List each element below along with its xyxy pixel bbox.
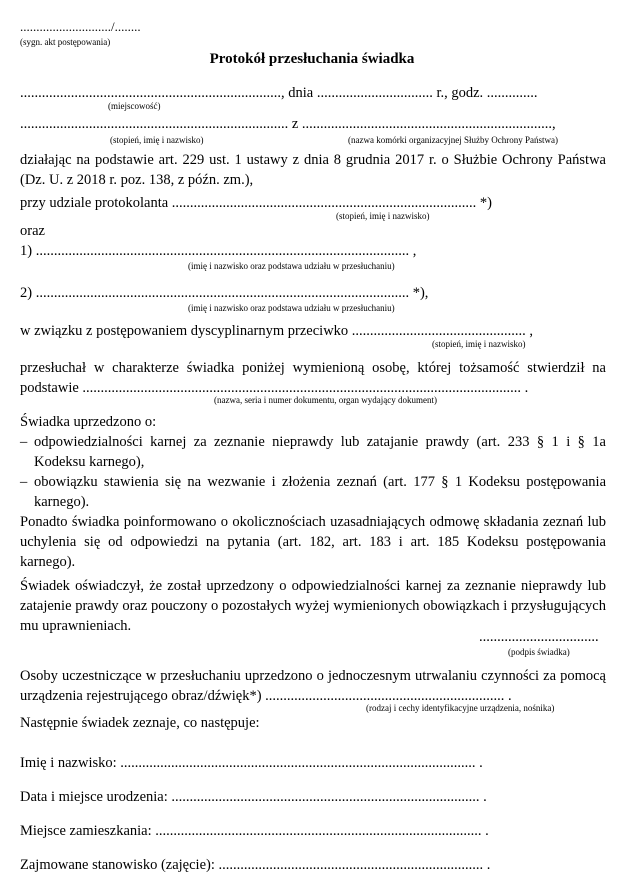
legal-basis-paragraph [20, 150, 606, 190]
field-occupation: Zajmowane stanowisko (zajęcie): ......................................................................... . [20, 857, 491, 873]
proceedings-line: w związku z postępowaniem dyscyplinarnym przeciwko ................................................ , [20, 323, 534, 339]
participant-2-caption: (imię i nazwisko oraz podstawa udziału w przesłuchaniu) [188, 303, 395, 313]
participant-1-line: 1) ....................................................................................................... , [20, 243, 417, 259]
unit-caption: (nazwa komórki organizacyjnej Służby Ochrony Państwa) [348, 135, 559, 145]
signature-line: ................................. [479, 629, 599, 645]
refusal-text: Ponadto świadka poinformowano o okolicznościach uzasadniających odmowę składania zeznań lub uchylenia się od odpowiedzi na pytania (art. 182, art. 183 i art. 185 Kodeksu postępowania karnego). [20, 514, 606, 570]
officer-line: .......................................................................... z ....................................................................., [20, 116, 556, 132]
warnings-block [20, 412, 606, 572]
place-caption: (miejscowość) [108, 101, 161, 111]
recording-paragraph [20, 666, 606, 706]
field-birth: Data i miejsce urodzenia: ..................................................................................... . [20, 789, 487, 805]
document-title: Protokół przesłuchania świadka [209, 51, 415, 67]
recorder-caption: (stopień, imię i nazwisko) [336, 211, 430, 221]
recording-text: Osoby uczestniczące w przesłuchaniu uprzedzono o jednoczesnym utrwalaniu czynności za pomocą urządzenia rejestrującego obraz/dźwięk*) .................................................................. . [20, 668, 606, 704]
field-residence: Miejsce zamieszkania: .......................................................................................... . [20, 823, 489, 839]
case-number-caption: (sygn. akt postępowania) [20, 37, 111, 47]
identity-text: przesłuchał w charakterze świadka poniżej wymienioną osobę, której tożsamość stwierdził na podstawie ......................................................................................................................... . [20, 360, 606, 396]
legal-basis-text: działając na podstawie art. 229 ust. 1 ustawy z dnia 8 grudnia 2017 r. o Służbie Ochrony Państwa (Dz. U. z 2018 r. poz. 138, z późn. zm.), [20, 152, 606, 188]
warning-dash: – [20, 434, 28, 450]
warning-dash: – [20, 474, 28, 490]
warning-item-1-text: odpowiedzialności karnej za zeznanie nieprawdy lub zatajanie prawdy (art. 233 § 1 i § 1a Kodeksu karnego), [34, 434, 606, 470]
proceedings-caption: (stopień, imię i nazwisko) [432, 339, 526, 349]
testimony-intro: Następnie świadek zeznaje, co następuje: [20, 715, 260, 731]
identity-paragraph [20, 358, 606, 398]
warning-item-2-text: obowiązku stawienia się na wezwanie i złożenia zeznań (art. 177 § 1 Kodeksu postępowania karnego). [34, 474, 606, 510]
place-date-line: ........................................................................, dnia ................................ r., godz. .............. [20, 85, 538, 101]
statement-text: Świadek oświadczył, że został uprzedzony o odpowiedzialności karnej za zeznanie nieprawdy lub zatajenie prawdy oraz pouczony o pozostałych wyżej wymienionych obowiązkach i przysługujących mu uprawnieniach. [20, 578, 606, 634]
device-caption: (rodzaj i cechy identyfikacyjne urządzenia, nośnika) [366, 703, 555, 713]
statement-paragraph [20, 576, 606, 636]
warning-item-2 [20, 472, 606, 512]
oraz-label: oraz [20, 223, 45, 239]
officer-caption: (stopień, imię i nazwisko) [110, 135, 204, 145]
document-caption: (nazwa, seria i numer dokumentu, organ wydający dokument) [214, 395, 438, 405]
case-number-field: ............................/........ [20, 19, 141, 34]
participant-1-caption: (imię i nazwisko oraz podstawa udziału w przesłuchaniu) [188, 261, 395, 271]
signature-caption: (podpis świadka) [508, 647, 570, 657]
warnings-heading: Świadka uprzedzono o: [20, 414, 157, 430]
warning-item-1 [20, 432, 606, 472]
field-name: Imię i nazwisko: .................................................................................................. . [20, 755, 483, 771]
recorder-line: przy udziale protokolanta .................................................................................... *) [20, 195, 492, 211]
participant-2-line: 2) ....................................................................................................... *), [20, 285, 429, 301]
